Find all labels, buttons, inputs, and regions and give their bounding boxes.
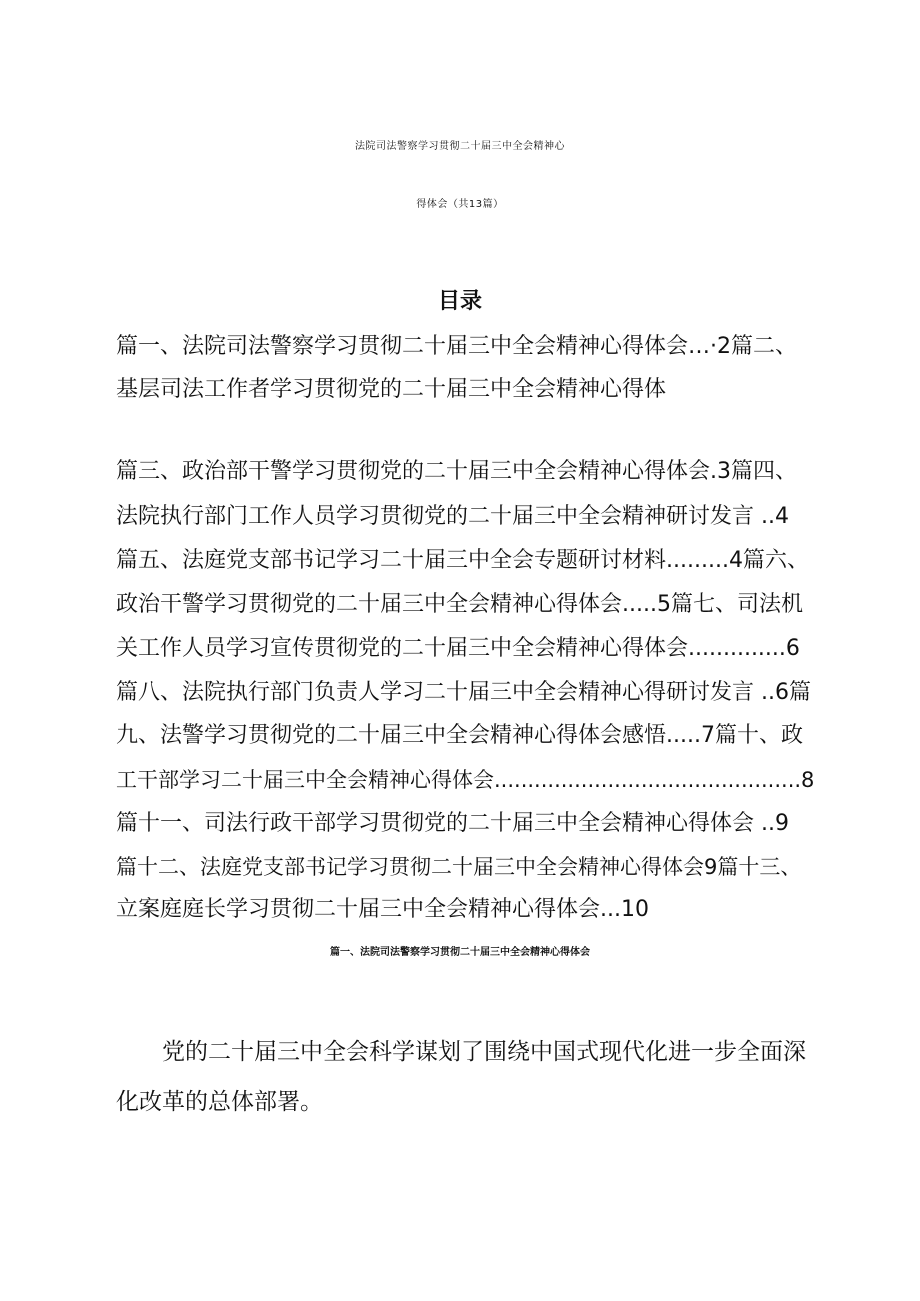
document-title-line-1: 法院司法警察学习贯彻二十届三中全会精神心 (355, 141, 565, 152)
toc-heading: 目录 (437, 289, 482, 314)
toc-line: 篇一、法院司法警察学习贯彻二十届三中全会精神心得体会…·2篇二、 (116, 334, 797, 359)
toc-line: 篇十二、法庭党支部书记学习贯彻二十届三中全会精神心得体会9篇十三、 (116, 855, 802, 879)
document-title-line-2: 得体会（共13篇） (416, 199, 504, 210)
section-heading: 篇一、法院司法警察学习贯彻二十届三中全会精神心得体会 (330, 947, 590, 958)
toc-line: 工干部学习二十届三中全会精神心得体会..............................................8 (116, 768, 815, 792)
toc-line: 篇三、政治部干警学习贯彻党的二十届三中全会精神心得体会.3篇四、 (116, 459, 797, 484)
toc-line: 九、法警学习贯彻党的二十届三中全会精神心得体会感悟.....7篇十、政 (116, 723, 803, 748)
toc-line: 篇十一、司法行政干部学习贯彻党的二十届三中全会精神心得体会 ..9 (116, 811, 789, 836)
body-paragraph (116, 1027, 816, 1127)
toc-line: 立案庭庭长学习贯彻二十届三中全会精神心得体会...10 (116, 897, 649, 922)
toc-line: 基层司法工作者学习贯彻党的二十届三中全会精神心得体 (116, 377, 667, 402)
toc-line: 政治干警学习贯彻党的二十届三中全会精神心得体会.....5篇七、司法机 (116, 592, 803, 617)
toc-line: 篇八、法院执行部门负责人学习二十届三中全会精神心得研讨发言 ..6篇 (116, 680, 811, 705)
toc-line: 关工作人员学习宣传贯彻党的二十届三中全会精神心得体会..............6 (116, 636, 800, 661)
body-line: 党的二十届三中全会科学谋划了围绕中国式现代化进一步全面深 (162, 1039, 806, 1065)
toc-line: 法院执行部门工作人员学习贯彻党的二十届三中全会精神研讨发言 ..4 (116, 504, 789, 529)
body-line: 化改革的总体部署。 (116, 1089, 323, 1115)
toc-line: 篇五、法庭党支部书记学习二十届三中全会专题研讨材料.........4篇六、 (116, 548, 809, 573)
